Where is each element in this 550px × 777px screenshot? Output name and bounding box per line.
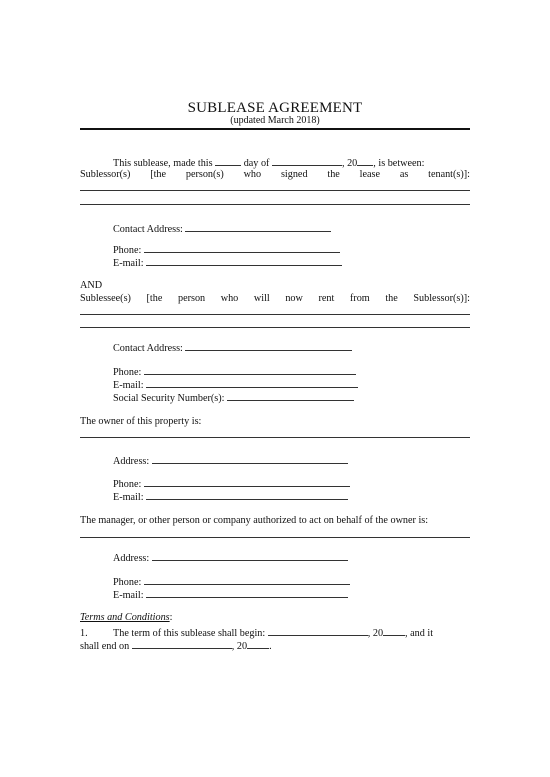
sublessor-email-row	[113, 256, 342, 270]
owner-phone-label: Phone:	[113, 479, 142, 490]
sublessor-definition-word: [the	[150, 169, 167, 180]
manager-email-row	[113, 588, 348, 602]
owner-email-label: E-mail:	[113, 492, 144, 503]
sublessor-definition-word: the	[327, 169, 340, 180]
sublessee-definition-word: Sublessee(s)	[80, 293, 131, 304]
manager-address-label: Address:	[113, 553, 150, 564]
manager-name-line[interactable]	[80, 537, 470, 538]
manager-email-label: E-mail:	[113, 590, 144, 601]
intro-text-d: , is between:	[373, 158, 425, 169]
terms-heading-row	[80, 612, 172, 624]
sublessor-definition-word: as	[399, 169, 409, 180]
sublessee-definition-word: the	[385, 293, 398, 304]
sublessee-name-line-1[interactable]	[80, 314, 470, 315]
sublessee-phone-field[interactable]	[144, 365, 356, 375]
sublessor-definition-word: tenant(s)]:	[428, 169, 470, 180]
term-end-date-field[interactable]	[132, 639, 232, 649]
terms-heading: Terms and Conditions	[80, 612, 170, 623]
sublessee-ssn-row	[113, 391, 354, 405]
sublessee-contact-label: Contact Address:	[113, 343, 183, 354]
sublessor-phone-row	[113, 243, 340, 257]
manager-email-field[interactable]	[146, 588, 348, 598]
manager-address-field[interactable]	[152, 551, 348, 561]
owner-heading: The owner of this property is:	[80, 416, 202, 427]
intro-text-c: , 20	[341, 158, 358, 169]
sublessor-definition-word: Sublessor(s)	[80, 169, 131, 180]
sublessor-definition	[80, 169, 470, 181]
sublessee-definition-word: person	[177, 293, 206, 304]
and-label: AND	[80, 280, 103, 291]
day-field[interactable]	[215, 156, 241, 166]
sublessee-phone-row	[113, 365, 356, 379]
sublessor-contact-field[interactable]	[185, 222, 331, 232]
sublessor-phone-label: Phone:	[113, 245, 142, 256]
owner-phone-field[interactable]	[144, 477, 350, 487]
owner-name-line[interactable]	[80, 437, 470, 438]
sublessee-ssn-field[interactable]	[227, 391, 354, 401]
sublessee-name-line-2[interactable]	[80, 327, 470, 328]
sublessor-name-line-2[interactable]	[80, 204, 470, 205]
year-field[interactable]	[357, 156, 373, 166]
intro-text-b: day of	[243, 158, 270, 169]
month-field[interactable]	[272, 156, 342, 166]
manager-phone-field[interactable]	[144, 575, 350, 585]
owner-address-row	[113, 454, 348, 468]
sublessor-phone-field[interactable]	[144, 243, 340, 253]
sublessor-email-label: E-mail:	[113, 258, 144, 269]
manager-address-row	[113, 551, 348, 565]
sublessee-definition-word: Sublessor(s)]:	[413, 293, 470, 304]
terms-item-1-text-c: , and it	[405, 628, 434, 639]
manager-phone-row	[113, 575, 350, 589]
manager-heading: The manager, or other person or company authorized to act on behalf of the owner is:	[80, 515, 429, 526]
intro-text-a: This sublease, made this	[113, 158, 213, 169]
sublessor-definition-word: person(s)	[185, 169, 224, 180]
owner-address-field[interactable]	[152, 454, 348, 464]
sublessee-definition-word: who	[220, 293, 239, 304]
owner-phone-row	[113, 477, 350, 491]
owner-email-field[interactable]	[146, 490, 348, 500]
sublessee-definition-word: from	[349, 293, 370, 304]
terms-item-1-text-e: , 20	[231, 641, 248, 652]
terms-item-1-text-a: The term of this sublease shall begin:	[113, 628, 266, 639]
sublessee-email-field[interactable]	[146, 378, 358, 388]
sublessor-definition-word: lease	[359, 169, 380, 180]
sublessor-definition-word: signed	[280, 169, 308, 180]
title-divider	[80, 128, 470, 130]
term-start-date-field[interactable]	[268, 626, 368, 636]
sublessor-email-field[interactable]	[146, 256, 342, 266]
terms-item-1-line-2	[80, 639, 272, 653]
sublessee-definition-word: will	[253, 293, 270, 304]
owner-email-row	[113, 490, 348, 504]
sublessor-contact-label: Contact Address:	[113, 224, 183, 235]
sublessee-definition-word: [the	[146, 293, 163, 304]
terms-item-1-number: 1.	[80, 628, 88, 639]
terms-item-1-text-d: shall end on	[80, 641, 130, 652]
sublessee-email-row	[113, 378, 358, 392]
sublessor-definition-word: who	[243, 169, 262, 180]
sublessee-contact-row	[113, 341, 352, 355]
sublessee-definition	[80, 293, 470, 305]
owner-address-label: Address:	[113, 456, 150, 467]
terms-item-1-text-b: , 20	[367, 628, 384, 639]
term-end-year-field[interactable]	[247, 639, 269, 649]
manager-phone-label: Phone:	[113, 577, 142, 588]
sublessee-definition-word: now	[285, 293, 303, 304]
terms-item-1-line-1	[80, 626, 433, 640]
sublessee-definition-word: rent	[318, 293, 335, 304]
term-start-year-field[interactable]	[383, 626, 405, 636]
sublessee-phone-label: Phone:	[113, 367, 142, 378]
terms-heading-colon: :	[169, 612, 173, 623]
sublessee-email-label: E-mail:	[113, 380, 144, 391]
sublessor-contact-row	[113, 222, 331, 236]
intro-line-1	[113, 156, 424, 170]
document-subtitle: (updated March 2018)	[230, 115, 320, 126]
sublessee-contact-field[interactable]	[185, 341, 352, 351]
terms-item-1-text-f: .	[269, 641, 272, 652]
sublessor-name-line-1[interactable]	[80, 190, 470, 191]
document-title: SUBLEASE AGREEMENT	[187, 100, 363, 116]
sublessee-ssn-label: Social Security Number(s):	[113, 393, 225, 404]
